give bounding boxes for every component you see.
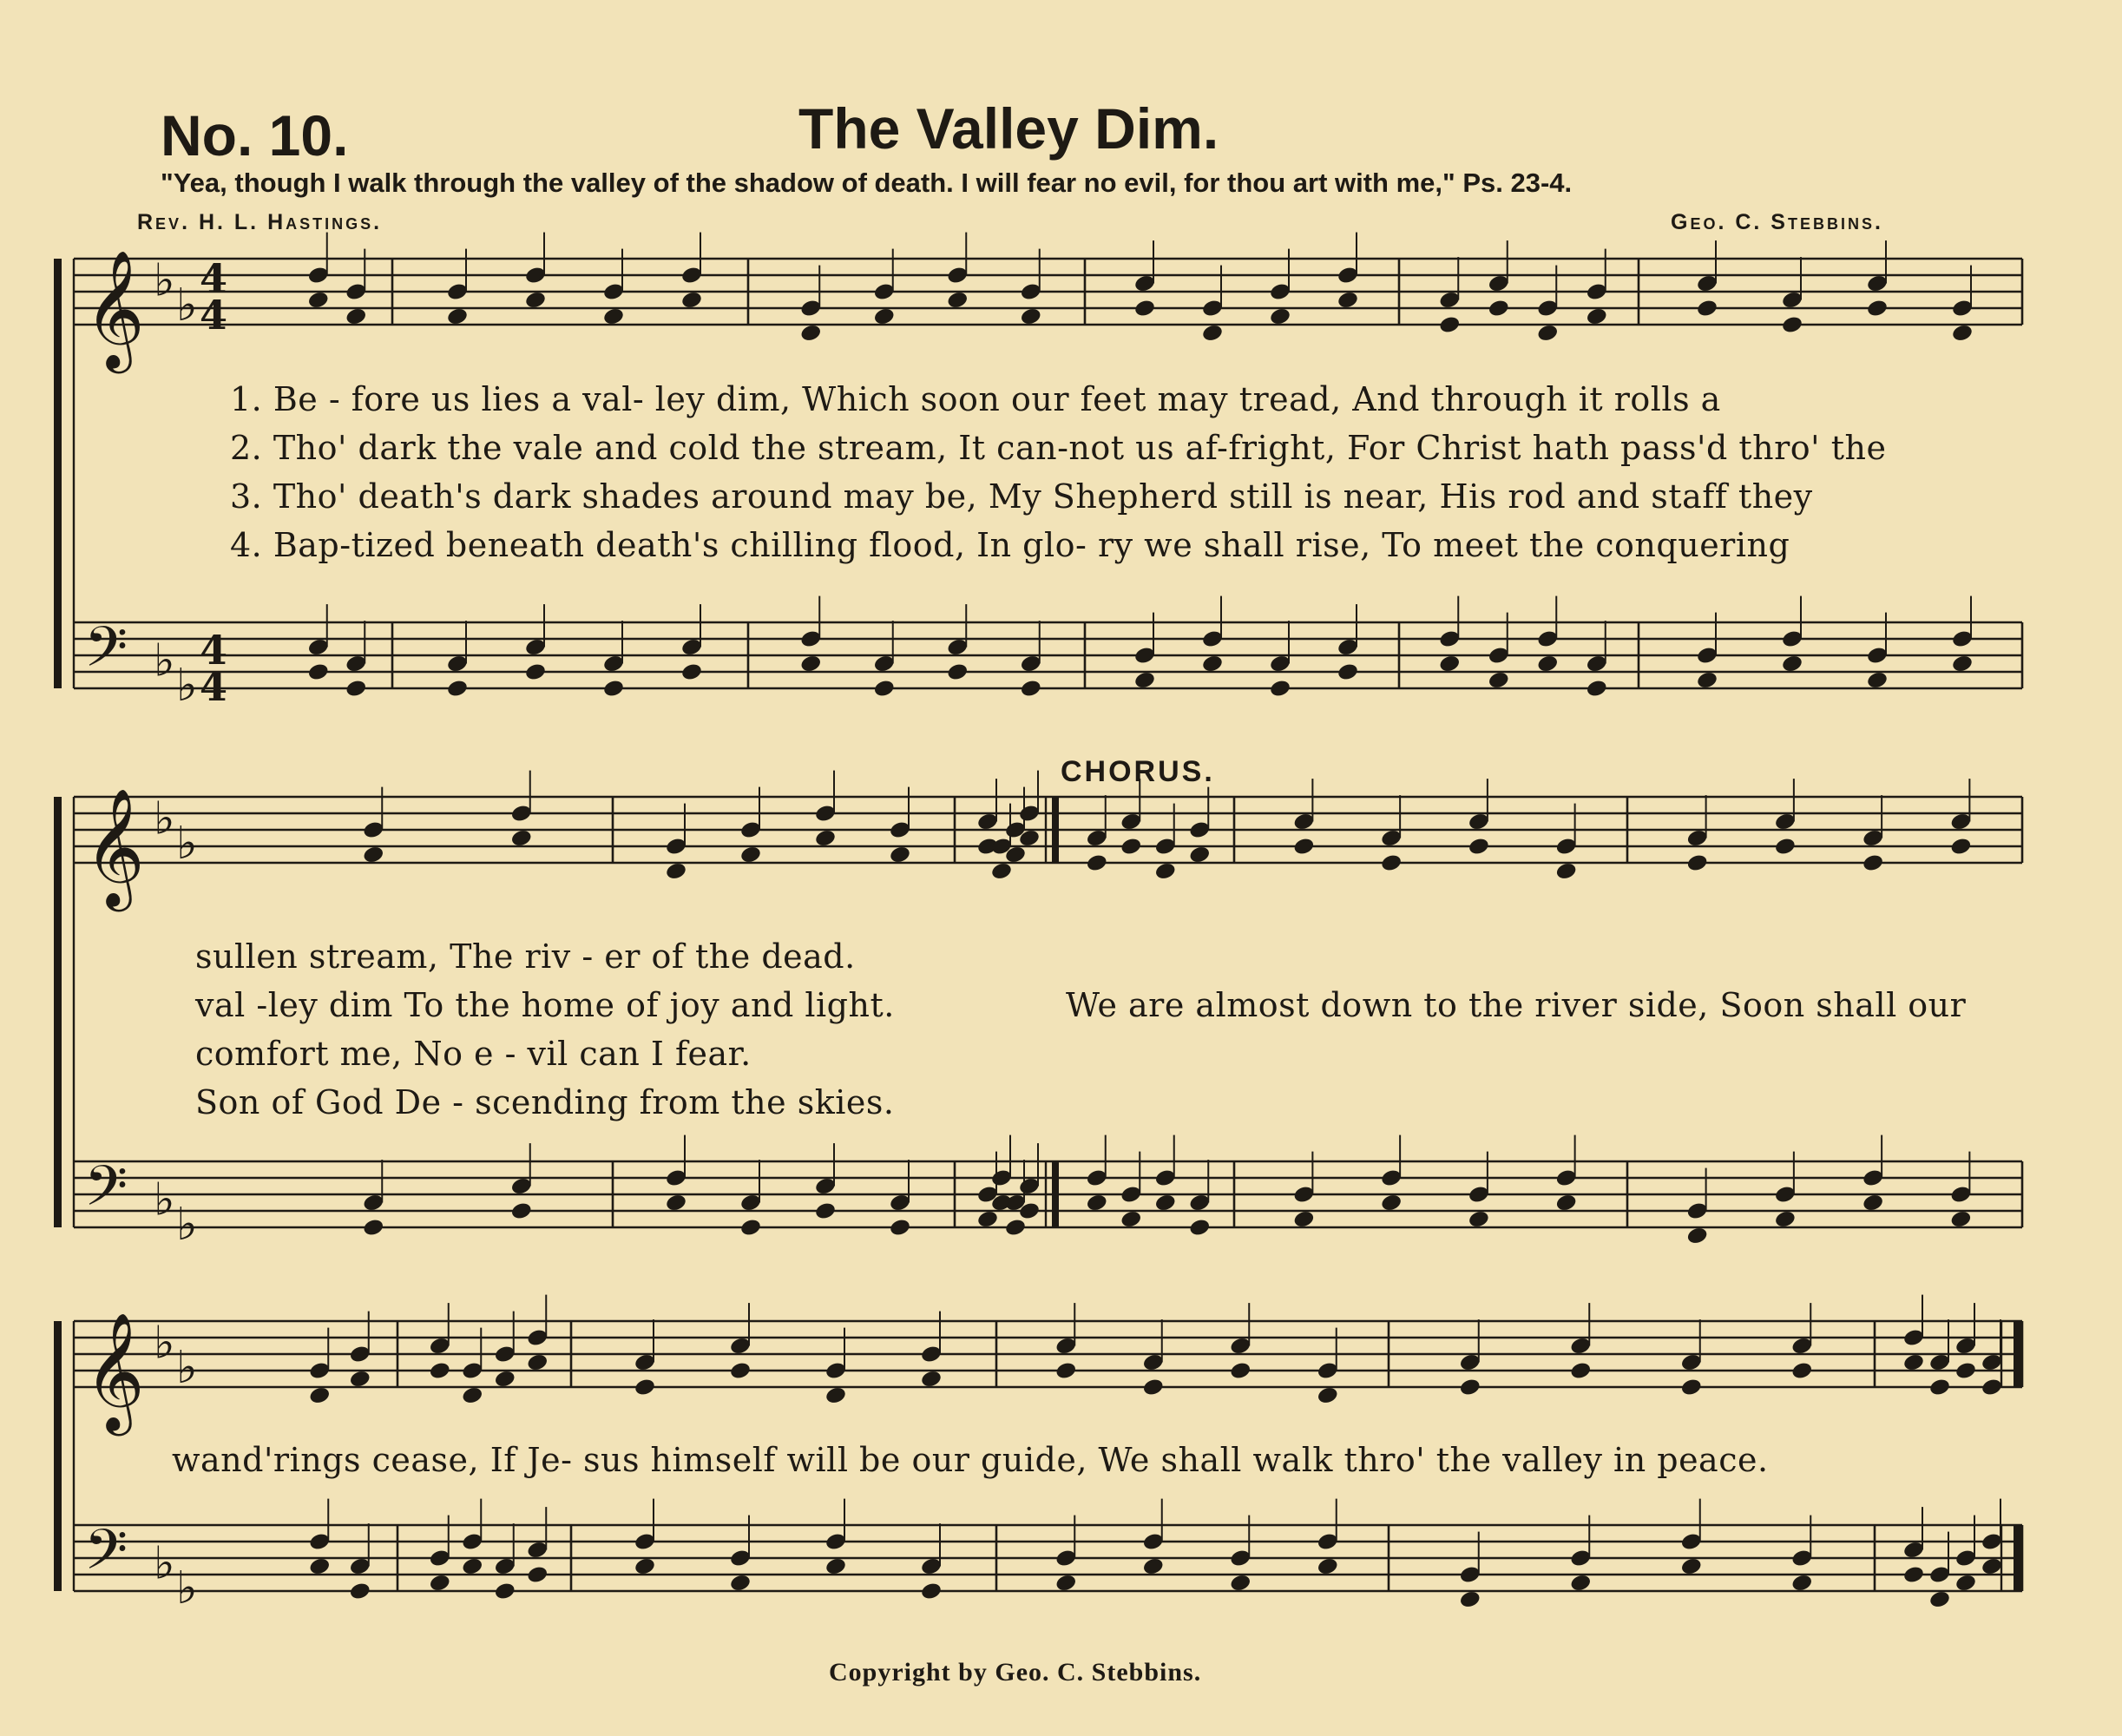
- verse-1-ending: sullen stream, The riv - er of the dead.: [195, 937, 856, 976]
- final-bar-line: [2014, 1321, 2022, 1387]
- note-head: [1380, 853, 1403, 873]
- verse-3-ending: comfort me, No e - vil can I fear.: [195, 1035, 752, 1073]
- note-head: [1862, 1193, 1884, 1213]
- note-head: [680, 290, 703, 310]
- note-head: [665, 1193, 687, 1213]
- note-head: [1951, 323, 1974, 343]
- note-head: [634, 1556, 656, 1576]
- double-bar-thick-line: [1052, 1161, 1059, 1227]
- flat-icon: ♭: [154, 1317, 175, 1370]
- note-head: [307, 662, 330, 682]
- chorus-lyric-line-1: We are almost down to the river side, Soon shall our: [1066, 986, 1967, 1024]
- note-head: [1337, 290, 1359, 310]
- note-head: [1086, 853, 1108, 873]
- note-head: [1686, 853, 1709, 873]
- note-head: [634, 1378, 656, 1397]
- note-head: [429, 1573, 451, 1593]
- double-bar-thick-line: [1052, 797, 1059, 863]
- note-head: [1686, 1226, 1709, 1246]
- note-head: [307, 290, 330, 310]
- bass-clef-icon: 𝄢: [84, 615, 128, 694]
- note-head: [814, 1201, 837, 1221]
- note-head: [308, 1556, 331, 1576]
- flat-icon: ♭: [176, 818, 198, 870]
- note-head: [1086, 1193, 1108, 1213]
- note-head: [729, 1573, 752, 1593]
- note-head: [1954, 1361, 1977, 1381]
- note-head: [1459, 1589, 1481, 1609]
- note-head: [873, 306, 896, 326]
- chorus-lyric-line-2: wand'rings cease, If Je- sus himself will be our guide, We shall walk thro' the valley in peace.: [172, 1441, 1769, 1479]
- note-head: [1188, 845, 1211, 865]
- note-head: [1317, 1385, 1339, 1405]
- note-head: [1133, 670, 1156, 690]
- note-head: [946, 662, 969, 682]
- note-head: [602, 306, 625, 326]
- time-signature-bass: [200, 627, 228, 710]
- chorus-label: CHORUS.: [1061, 755, 1215, 788]
- treble-clef-icon: 𝄞: [84, 248, 145, 368]
- note-head: [1438, 654, 1461, 674]
- note-head: [1954, 1573, 1977, 1593]
- note-head: [345, 679, 367, 699]
- note-head: [729, 1361, 752, 1381]
- note-head: [510, 828, 533, 848]
- system-bracket: [54, 259, 62, 688]
- note-head: [920, 1369, 943, 1389]
- note-head: [1696, 670, 1718, 690]
- note-head: [739, 845, 762, 865]
- note-head: [1120, 837, 1142, 857]
- note-head: [1902, 1565, 1925, 1585]
- time-signature-top: 4: [200, 255, 228, 302]
- note-head: [1790, 1361, 1813, 1381]
- note-head: [1680, 1378, 1703, 1397]
- note-head: [665, 861, 687, 881]
- note-head: [1380, 1193, 1403, 1213]
- note-head: [429, 1361, 451, 1381]
- note-head: [1536, 323, 1559, 343]
- note-head: [1790, 1573, 1813, 1593]
- copyright-notice: Copyright by Geo. C. Stebbins.: [829, 1658, 1202, 1687]
- note-head: [1569, 1361, 1592, 1381]
- note-head: [1696, 299, 1718, 319]
- note-head: [1269, 679, 1291, 699]
- note-head: [1781, 654, 1803, 674]
- note-head: [1020, 679, 1042, 699]
- note-head: [976, 1209, 999, 1229]
- bass-clef-icon: 𝄢: [84, 1518, 128, 1596]
- flat-icon: ♭: [176, 660, 198, 712]
- note-head: [1292, 837, 1315, 857]
- note-head: [345, 306, 367, 326]
- note-head: [1201, 323, 1224, 343]
- note-head: [1337, 662, 1359, 682]
- note-head: [1004, 1218, 1027, 1238]
- note-head: [526, 1565, 549, 1585]
- verse-2-ending: val -ley dim To the home of joy and light.: [195, 986, 895, 1024]
- note-head: [1928, 1378, 1951, 1397]
- hymn-number: No. 10.: [161, 103, 349, 168]
- note-head: [1142, 1556, 1165, 1576]
- treble-clef-icon: 𝄞: [84, 1311, 145, 1430]
- note-head: [824, 1385, 847, 1405]
- note-head: [1949, 837, 1972, 857]
- note-head: [1120, 1209, 1142, 1229]
- note-head: [739, 1218, 762, 1238]
- note-head: [1586, 679, 1608, 699]
- verse-3-line: 3. Tho' death's dark shades around may be, My Shepherd still is near, His rod and staff they: [230, 477, 1813, 516]
- note-head: [602, 679, 625, 699]
- note-head: [1569, 1573, 1592, 1593]
- flat-icon: ♭: [154, 254, 175, 307]
- note-head: [362, 845, 384, 865]
- note-head: [446, 679, 469, 699]
- note-head: [1866, 299, 1889, 319]
- hymn-title: The Valley Dim.: [798, 96, 1219, 161]
- note-head: [1586, 306, 1608, 326]
- flat-icon: ♭: [176, 1342, 198, 1394]
- note-head: [308, 1385, 331, 1405]
- note-head: [1488, 299, 1510, 319]
- note-head: [814, 828, 837, 848]
- note-head: [349, 1369, 371, 1389]
- note-head: [1536, 654, 1559, 674]
- verse-4-line: 4. Bap-tized beneath death's chilling flood, In glo- ry we shall rise, To meet the conquering: [230, 526, 1790, 564]
- note-head: [1949, 1209, 1972, 1229]
- note-head: [1555, 1193, 1578, 1213]
- note-head: [946, 290, 969, 310]
- note-head: [1269, 306, 1291, 326]
- note-head: [1229, 1361, 1252, 1381]
- time-signature-treble: [200, 255, 228, 339]
- note-head: [1054, 1573, 1077, 1593]
- system-bracket: [54, 1321, 62, 1591]
- note-head: [526, 1352, 549, 1372]
- note-head: [1229, 1573, 1252, 1593]
- note-head: [1438, 315, 1461, 335]
- note-head: [1774, 1209, 1797, 1229]
- note-head: [889, 1218, 911, 1238]
- note-head: [1020, 306, 1042, 326]
- final-bar-line: [2014, 1525, 2022, 1591]
- verse-4-ending: Son of God De - scending from the skies.: [195, 1083, 895, 1121]
- time-signature-bottom: 4: [200, 663, 228, 710]
- note-head: [446, 306, 469, 326]
- note-head: [1862, 853, 1884, 873]
- note-head: [1317, 1556, 1339, 1576]
- note-head: [680, 662, 703, 682]
- note-head: [1555, 861, 1578, 881]
- note-head: [1468, 837, 1490, 857]
- note-head: [1133, 299, 1156, 319]
- note-head: [1468, 1209, 1490, 1229]
- note-head: [524, 662, 547, 682]
- treble-clef-icon: 𝄞: [84, 786, 145, 906]
- time-signature-top: 4: [200, 627, 228, 674]
- note-head: [1054, 1361, 1077, 1381]
- note-head: [873, 679, 896, 699]
- note-head: [461, 1556, 483, 1576]
- note-head: [920, 1581, 943, 1601]
- system-bracket: [54, 797, 62, 1227]
- note-head: [1951, 654, 1974, 674]
- note-head: [1154, 1193, 1177, 1213]
- note-head: [1981, 1556, 2003, 1576]
- flat-icon: ♭: [154, 635, 175, 687]
- note-head: [799, 654, 822, 674]
- note-head: [1866, 670, 1889, 690]
- note-head: [1201, 654, 1224, 674]
- note-head: [1154, 861, 1177, 881]
- flat-icon: ♭: [176, 279, 198, 332]
- note-head: [1142, 1378, 1165, 1397]
- bass-clef-icon: 𝄢: [84, 1154, 128, 1233]
- note-head: [824, 1556, 847, 1576]
- note-head: [1459, 1378, 1481, 1397]
- note-head: [362, 1218, 384, 1238]
- note-head: [461, 1385, 483, 1405]
- verse-1-line: 1. Be - fore us lies a val- ley dim, Which soon our feet may tread, And through it rolls a: [230, 380, 1721, 418]
- note-head: [1928, 1589, 1951, 1609]
- author-credit: Rev. H. L. Hastings.: [137, 210, 383, 234]
- note-head: [1774, 837, 1797, 857]
- note-head: [799, 323, 822, 343]
- flat-icon: ♭: [154, 1174, 175, 1226]
- flat-icon: ♭: [176, 1562, 198, 1614]
- note-head: [349, 1581, 371, 1601]
- note-head: [1292, 1209, 1315, 1229]
- note-head: [990, 861, 1013, 881]
- note-head: [524, 290, 547, 310]
- note-head: [1902, 1352, 1925, 1372]
- note-head: [889, 845, 911, 865]
- note-head: [1680, 1556, 1703, 1576]
- note-head: [1488, 670, 1510, 690]
- note-head: [494, 1581, 516, 1601]
- note-head: [494, 1369, 516, 1389]
- note-head: [1781, 315, 1803, 335]
- flat-icon: ♭: [154, 792, 175, 845]
- time-signature-bottom: 4: [200, 292, 228, 339]
- composer-credit: Geo. C. Stebbins.: [1671, 210, 1883, 234]
- verse-2-line: 2. Tho' dark the vale and cold the stream, It can-not us af-fright, For Christ hath pass'd thro' the: [230, 429, 1887, 467]
- flat-icon: ♭: [176, 1199, 198, 1251]
- scripture-epigraph: "Yea, though I walk through the valley of the shadow of death. I will fear no evil, for thou art with me," Ps. 23-4.: [161, 168, 1573, 198]
- note-head: [1188, 1218, 1211, 1238]
- flat-icon: ♭: [154, 1537, 175, 1590]
- note-head: [1981, 1378, 2003, 1397]
- note-head: [510, 1201, 533, 1221]
